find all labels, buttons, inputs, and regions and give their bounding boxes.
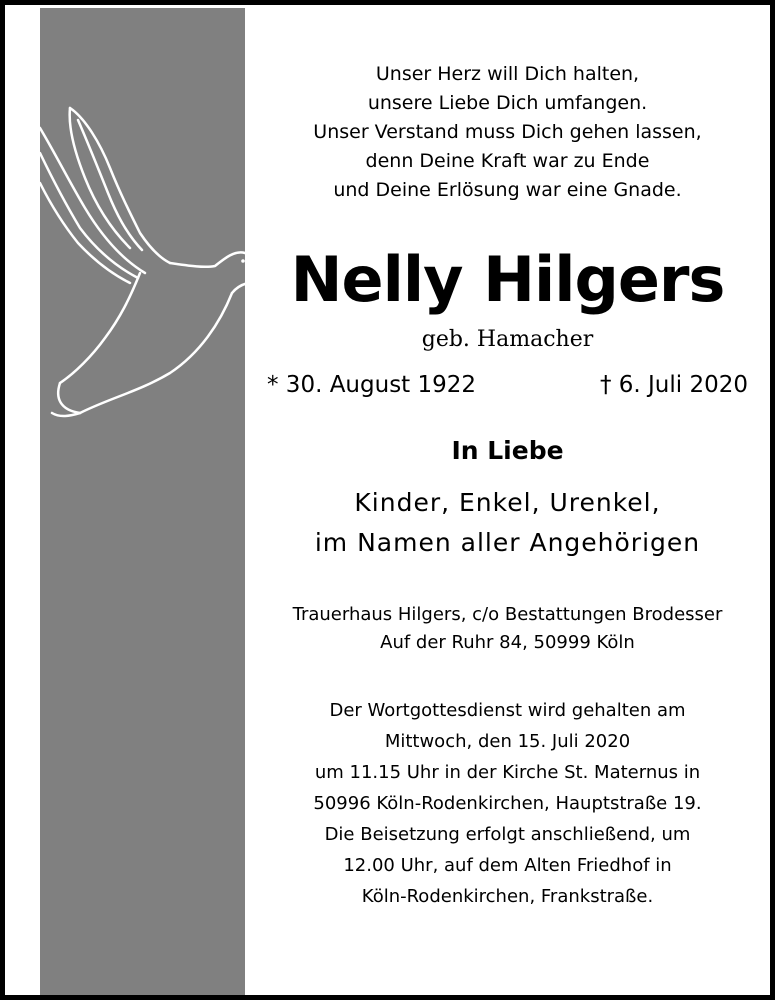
poem-line: denn Deine Kraft war zu Ende — [365, 150, 650, 172]
address-line: Trauerhaus Hilgers, c/o Bestattungen Brodesser — [292, 604, 723, 625]
service-line: Der Wortgottesdienst wird gehalten am — [329, 700, 686, 721]
deceased-name: Nelly Hilgers — [290, 243, 725, 316]
grey-sidebar — [40, 8, 245, 995]
mourners — [245, 483, 770, 563]
notice-content — [245, 5, 770, 912]
life-dates — [245, 366, 770, 406]
poem-line: unsere Liebe Dich umfangen. — [367, 92, 648, 114]
service-details — [245, 695, 770, 912]
service-line: Die Beisetzung erfolgt anschließend, um — [324, 824, 691, 845]
service-line: Mittwoch, den 15. Juli 2020 — [384, 731, 631, 752]
address-line: Auf der Ruhr 84, 50999 Köln — [380, 632, 635, 653]
poem-line: und Deine Erlösung war eine Gnade. — [333, 179, 682, 201]
dove-icon — [40, 98, 270, 428]
birth-date: * 30. August 1922 — [267, 372, 477, 398]
service-line: um 11.15 Uhr in der Kirche St. Maternus in — [314, 762, 701, 783]
memorial-poem — [245, 60, 770, 205]
dedication: In Liebe — [451, 436, 564, 465]
poem-line: Unser Herz will Dich halten, — [375, 63, 640, 85]
service-line: 12.00 Uhr, auf dem Alten Friedhof in — [343, 855, 672, 876]
mourners-line: im Namen aller Angehörigen — [314, 528, 701, 557]
poem-line: Unser Verstand muss Dich gehen lassen, — [313, 121, 702, 143]
service-line: Köln-Rodenkirchen, Frankstraße. — [361, 886, 654, 907]
maiden-name: geb. Hamacher — [421, 327, 594, 352]
mourners-line: Kinder, Enkel, Urenkel, — [354, 488, 661, 517]
death-date: † 6. Juli 2020 — [599, 372, 748, 398]
mourning-address — [245, 601, 770, 657]
service-line: 50996 Köln-Rodenkirchen, Hauptstraße 19. — [313, 793, 702, 814]
